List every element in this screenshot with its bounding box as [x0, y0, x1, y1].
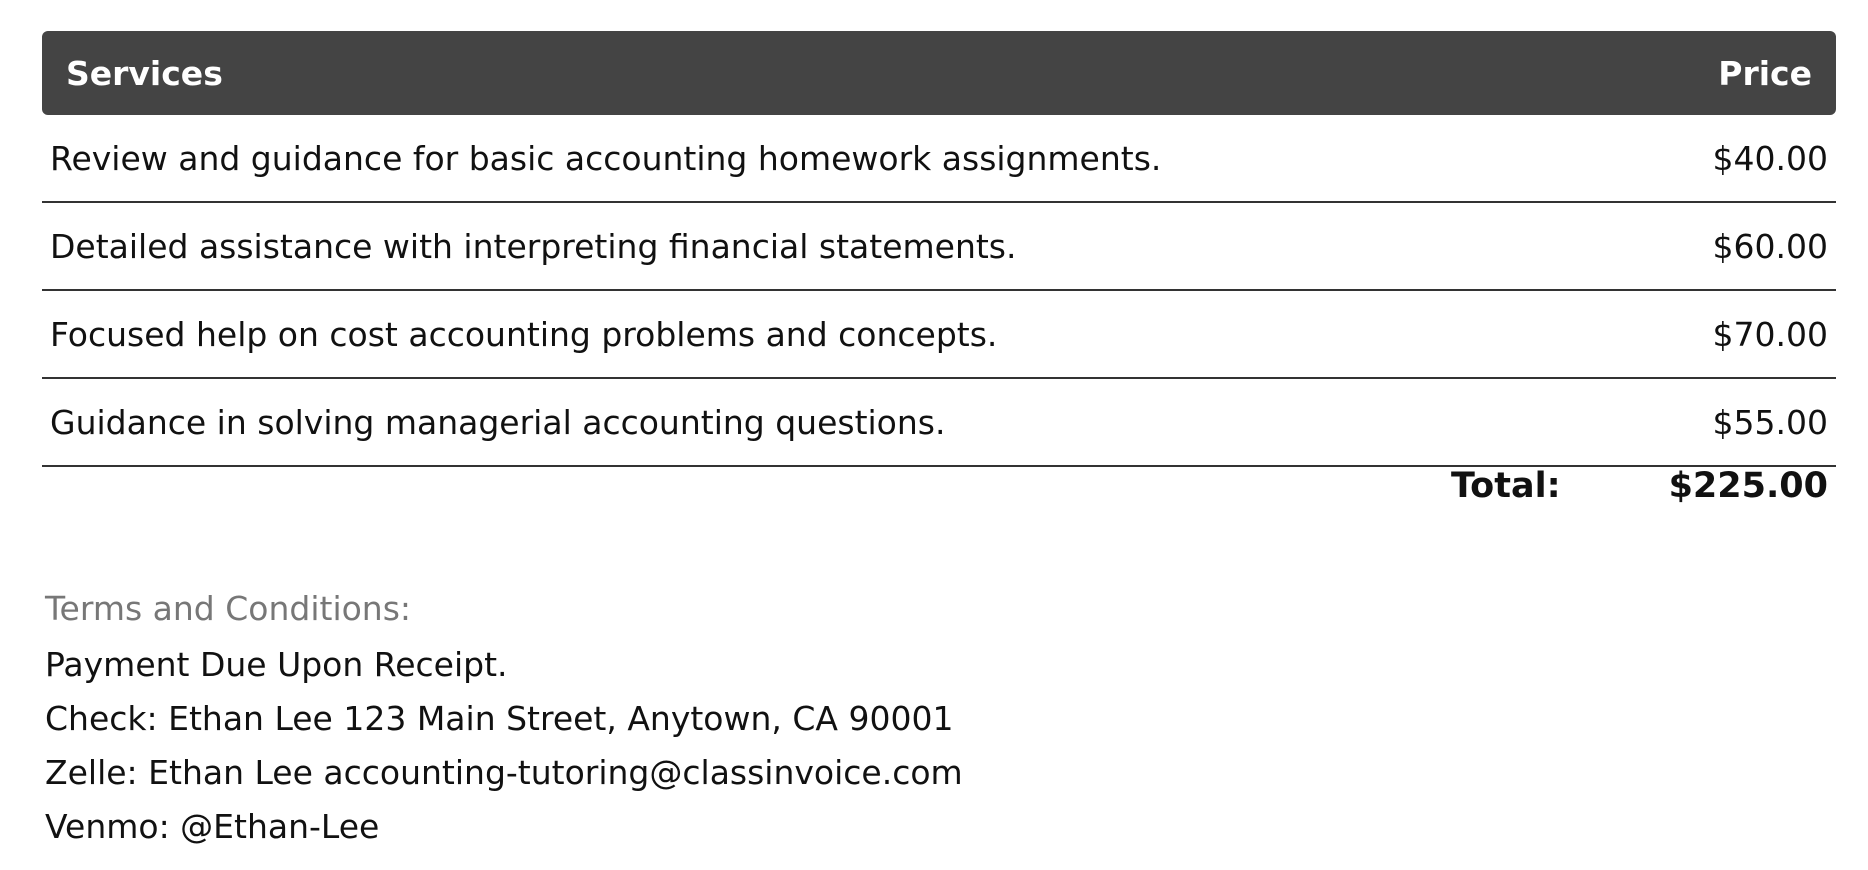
total-row [42, 466, 1828, 506]
table-body [42, 115, 1836, 466]
table-row [42, 290, 1836, 378]
terms-title: Terms and Conditions: [45, 589, 412, 628]
table-row [42, 378, 1836, 466]
service-price: $40.00 [1636, 115, 1836, 202]
terms-line-check: Check: Ethan Lee 123 Main Street, Anytown, CA 90001 [45, 699, 954, 738]
table-header [42, 31, 1836, 115]
services-column-header: Services [42, 31, 1636, 115]
table-row [42, 202, 1836, 290]
service-price: $70.00 [1636, 290, 1836, 378]
terms-line-venmo: Venmo: @Ethan-Lee [45, 807, 380, 846]
total-label: Total: [1450, 466, 1561, 506]
terms-line-payment: Payment Due Upon Receipt. [45, 645, 508, 684]
service-description: Detailed assistance with interpreting financial statements. [42, 202, 1636, 290]
terms-section [45, 582, 963, 854]
service-price: $60.00 [1636, 202, 1836, 290]
table-header-row [42, 31, 1836, 115]
service-description: Focused help on cost accounting problems and concepts. [42, 290, 1636, 378]
services-table [42, 31, 1836, 467]
price-column-header: Price [1636, 31, 1836, 115]
service-price: $55.00 [1636, 378, 1836, 466]
terms-line-zelle: Zelle: Ethan Lee accounting-tutoring@classinvoice.com [45, 753, 963, 792]
total-value: $225.00 [1668, 466, 1828, 506]
service-description: Guidance in solving managerial accounting questions. [42, 378, 1636, 466]
table-row [42, 115, 1836, 202]
service-description: Review and guidance for basic accounting homework assignments. [42, 115, 1636, 202]
